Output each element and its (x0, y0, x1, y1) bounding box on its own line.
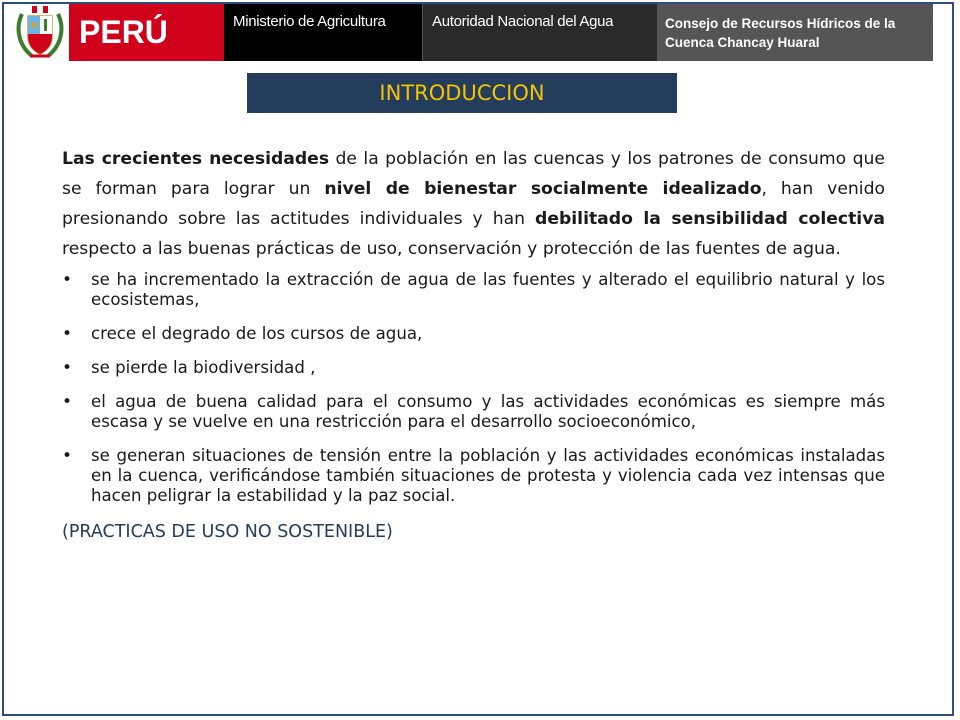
bullet-list (62, 270, 885, 506)
intro-bold-1: Las crecientes necesidades (62, 149, 330, 169)
ministry-label: Ministerio de Agricultura (224, 4, 422, 61)
page-title: INTRODUCCION (247, 73, 677, 113)
main-content (62, 144, 885, 544)
list-item: • se generan situaciones de tensión entre la población y las actividades económicas instaladas en la cuenca, verificándose también situaciones de protesta y violencia cada vez intensas que hacen peligrar la estabilidad y la paz social. (62, 446, 885, 506)
peru-logo-text: PERÚ (69, 4, 224, 61)
intro-paragraph (62, 144, 885, 264)
list-item: • crece el degrado de los cursos de agua, (62, 324, 885, 344)
intro-bold-3: debilitado la sensibilidad colectiva (535, 209, 885, 229)
header (0, 0, 960, 64)
list-item: • el agua de buena calidad para el consumo y las actividades económicas es siempre más escasa y se vuelve en una restricción para el desarrollo socioeconómico, (62, 392, 885, 432)
peru-coat-of-arms-icon (14, 4, 66, 60)
intro-bold-2: nivel de bienestar socialmente idealizado (324, 179, 762, 199)
closing-note: (PRACTICAS DE USO NO SOSTENIBLE) (62, 522, 393, 542)
intro-text-2: , han venido presionando sobre las actitudes individuales y han (62, 179, 885, 229)
council-label: Consejo de Recursos Hídricos de la Cuenca Chancay Huaral (657, 4, 933, 61)
intro-text-3: respecto a las buenas prácticas de uso, conservación y protección de las fuentes de agua. (62, 239, 841, 259)
intro-text-1: de la población en las cuencas y los patrones de consumo que se forman para lograr un (62, 149, 885, 199)
authority-label: Autoridad Nacional del Agua (422, 4, 657, 61)
list-item: • se pierde la biodiversidad , (62, 358, 885, 378)
list-item: • se ha incrementado la extracción de agua de las fuentes y alterado el equilibrio natural y los ecosistemas, (62, 270, 885, 310)
